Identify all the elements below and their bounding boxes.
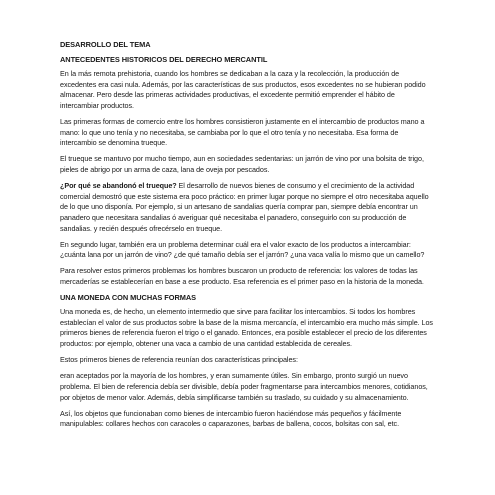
section-heading: UNA MONEDA CON MUCHAS FORMAS	[60, 293, 197, 303]
paragraph-lead-question: ¿Por qué se abandonó el trueque?	[60, 181, 177, 191]
paragraph: Una moneda es, de hecho, un elemento intermedio que sirve para facilitar los intercambios. Si todos los hombres establecían el valor de sus productos sobre la base de la misma mercancía, el intercambio era mucho más simple. Los primeros bienes de referencia fueron el trigo o el ganado. Entonces, era posible establecer el precio de los diferentes productos: por ejemplo, obtener una vaca a cambio de una cantidad establecida de cereales.	[60, 307, 433, 349]
paragraph: El trueque se mantuvo por mucho tiempo, aun en sociedades sedentarias: un jarrón de vino por una bolsita de trigo, pieles de abrigo por un arma de caza, lana de oveja por pescados.	[60, 154, 424, 174]
paragraph: Las primeras formas de comercio entre los hombres consistieron justamente en el intercambio de productos mano a mano: lo que uno tenía y no necesitaba, se cambiaba por lo que el otro tenía y no necesitaba. Esa forma de intercambio se denomina trueque.	[60, 116, 425, 148]
paragraph: Estos primeros bienes de referencia reunían dos características principales:	[60, 355, 298, 365]
paragraph: En la más remota prehistoria, cuando los hombres se dedicaban a la caza y la recolección, la producción de excedentes era casi nula. Además, por las características de sus productos, esos excedentes no se hubieran podido almacenar. Pero desde las primeras actividades productivas, el excedente permitió emprender el hábito de intercambiar productos.	[60, 69, 426, 110]
paragraph: eran aceptados por la mayoría de los hombres, y eran sumamente útiles. Sin embargo, pronto surgió un nuevo problema. El bien de referencia debía ser divisible, debía poder fragmentarse para intercambios menores, cotidianos, por objetos de menor valor. Además, debía simplificarse también su traslado, su cuidado y su almacenamiento.	[60, 371, 428, 402]
paragraph-text: El desarrollo de nuevos bienes de consumo y el crecimiento de la actividad comercial demostró que este sistema era poco práctico: en primer lugar porque no siempre el otro necesitaba aquello de lo que uno disponía. Por ejemplo, si un artesano de sandalias quería comprar pan, siempre debía encontrar un panadero que necesitara sandalias ó averiguar qué necesitaba el panadero, conseguirlo con su producción de sandalias. y recién después ofrecérselo en trueque.	[60, 181, 429, 233]
paragraph: Para resolver estos primeros problemas los hombres buscaron un producto de referencia: los valores de todas las mercaderías se establecerían en base a ese producto. Esa referencia es el primer paso en la historia de la moneda.	[60, 266, 424, 287]
document-title: DESARROLLO DEL TEMA	[60, 40, 151, 49]
document-body	[60, 40, 435, 430]
paragraph: En segundo lugar, también era un problema determinar cuál era el valor exacto de los productos a intercambiar: ¿cuánta lana por un jarrón de vino? ¿de qué tamaño debía ser el jarrón? ¿una vaca valía lo mismo que un camello?	[60, 239, 425, 260]
section-heading: ANTECEDENTES HISTORICOS DEL DERECHO MERCANTIL	[60, 55, 268, 64]
paragraph: Así, los objetos que funcionaban como bienes de intercambio fueron haciéndose más pequeños y fácilmente manipulables: collares hechos con caracoles o caparazones, barbas de ballena, cocos, bolsitas con sal, etc.	[60, 408, 402, 429]
paragraph	[60, 181, 435, 234]
